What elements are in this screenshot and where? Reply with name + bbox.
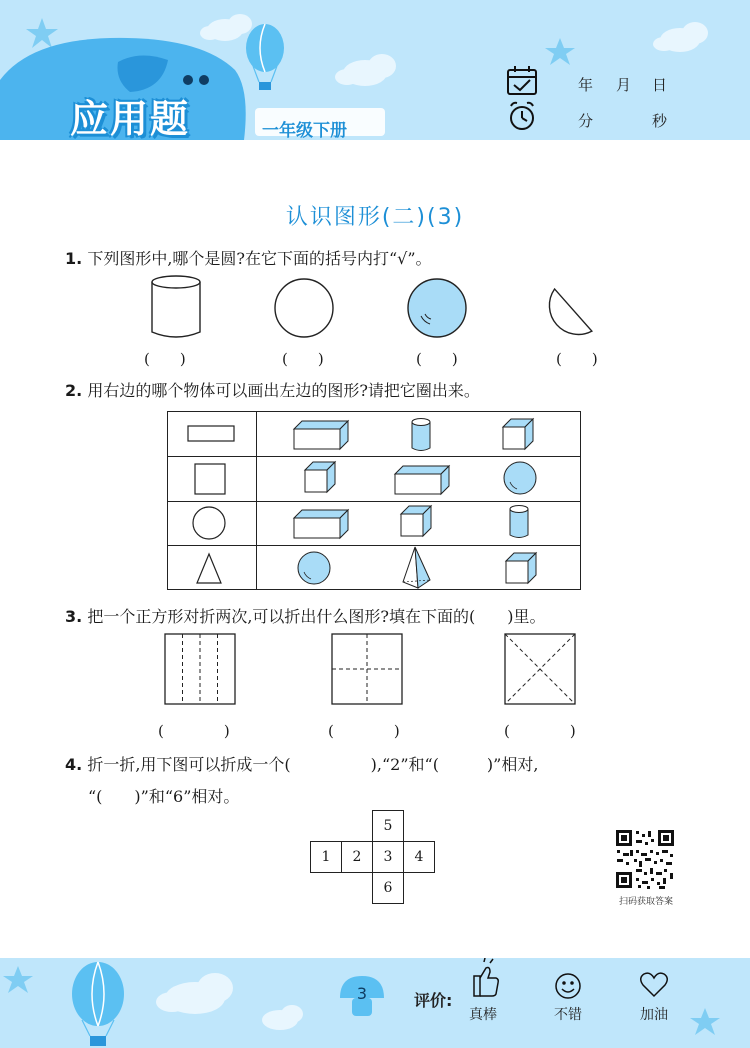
heart-icon[interactable]: [641, 973, 668, 996]
net-face: 1: [310, 841, 342, 873]
net-face: 4: [403, 841, 435, 873]
answer-blank-3[interactable]: ( ): [416, 350, 458, 368]
cylinder-object[interactable]: [412, 419, 430, 451]
page-number: 3: [356, 984, 368, 1003]
question-text: 用右边的哪个物体可以画出左边的图形?请把它圈出来。: [87, 381, 480, 400]
shape-matching-table: [167, 411, 581, 590]
cloud-icon: [335, 54, 396, 86]
day-label: 日: [652, 76, 668, 94]
rating-great[interactable]: 真棒: [469, 1007, 497, 1023]
table-shapes: [168, 412, 580, 589]
cube-object[interactable]: [506, 553, 536, 583]
question-text: 把一个正方形对折两次,可以折出什么图形?填在下面的( )里。: [87, 607, 546, 626]
app-title: 应用题: [70, 97, 191, 140]
rating-good[interactable]: 不错: [554, 1007, 582, 1023]
question-4: [65, 752, 538, 775]
cylinder-shape[interactable]: [152, 276, 200, 337]
qr-caption: 扫码获取答案: [618, 897, 673, 907]
qr-code[interactable]: [614, 828, 676, 890]
semicircle-shape[interactable]: [542, 282, 592, 344]
hot-air-balloon-icon: [72, 962, 124, 1046]
rating-label: 评价:: [414, 991, 453, 1010]
rectangle-shape: [188, 426, 234, 441]
cube-object[interactable]: [305, 462, 335, 492]
pyramid-object[interactable]: [403, 547, 430, 588]
fold-vertical-lines: [165, 634, 235, 704]
question-2: [65, 378, 480, 401]
answer-blank-3[interactable]: ( ): [504, 722, 576, 740]
question-number: 1.: [65, 249, 83, 268]
cloud-icon: [262, 1005, 303, 1030]
sphere-object[interactable]: [504, 462, 536, 494]
year-label: 年: [578, 76, 594, 94]
star-icon: [690, 1008, 720, 1035]
answer-blank-4[interactable]: ( ): [556, 350, 598, 368]
question-number: 2.: [65, 381, 83, 400]
fold-cross-lines: [332, 634, 402, 704]
question-number: 4.: [65, 755, 83, 774]
net-face-top: 5: [372, 810, 404, 842]
cube-object[interactable]: [401, 506, 431, 536]
star-icon: [3, 966, 33, 993]
thumbs-up-icon[interactable]: [474, 958, 498, 996]
question-text: 下列图形中,哪个是圆?在它下面的括号内打“√”。: [87, 249, 432, 268]
sphere-object[interactable]: [298, 552, 330, 584]
rating-keep-going[interactable]: 加油: [640, 1007, 668, 1023]
grade-label: 一年级下册: [262, 121, 347, 140]
page-footer: [0, 958, 750, 1048]
cloud-icon: [200, 14, 252, 41]
triangle-shape: [197, 554, 221, 583]
circle-shape: [193, 507, 225, 539]
second-label: 秒: [652, 112, 668, 130]
hot-air-balloon-icon: [246, 24, 284, 90]
cuboid-object[interactable]: [395, 466, 449, 494]
fold-diagonal-lines: [505, 634, 575, 704]
sphere-shape[interactable]: [408, 279, 466, 337]
cuboid-object[interactable]: [294, 510, 348, 538]
question-3: [65, 604, 545, 627]
cube-net: [310, 810, 440, 910]
answer-blank-1[interactable]: ( ): [144, 350, 186, 368]
cube-object[interactable]: [503, 419, 533, 449]
page-header: [0, 0, 750, 140]
minute-label: 分: [578, 112, 594, 130]
net-face: 2: [341, 841, 373, 873]
answer-blank-2[interactable]: ( ): [328, 722, 400, 740]
calendar-icon: [508, 66, 536, 94]
cuboid-object[interactable]: [294, 421, 348, 449]
question-1: [65, 246, 432, 269]
answer-blank-2[interactable]: ( ): [282, 350, 324, 368]
star-icon: [26, 18, 58, 48]
q3-folded-squares: [160, 632, 580, 708]
page-title: 认识图形(二)(3): [285, 205, 465, 230]
star-icon: [545, 38, 575, 65]
month-label: 月: [616, 76, 632, 94]
net-face-bottom: 6: [372, 872, 404, 904]
circle-shape[interactable]: [275, 279, 333, 337]
cloud-icon: [156, 973, 233, 1014]
smiley-icon[interactable]: [556, 974, 580, 998]
cylinder-object[interactable]: [510, 506, 528, 538]
square-shape: [195, 464, 225, 494]
q1-shapes: [140, 272, 620, 344]
footer-decoration: [0, 958, 750, 1048]
question-number: 3.: [65, 607, 83, 626]
question-text-line-1: 折一折,用下图可以折成一个( ),“2”和“( )”相对,: [87, 755, 539, 774]
cloud-icon: [653, 22, 708, 52]
question-text-line-2: “( )”和“6”相对。: [88, 787, 240, 806]
net-face: 3: [372, 841, 404, 873]
alarm-clock-icon: [511, 103, 533, 129]
answer-blank-1[interactable]: ( ): [158, 722, 230, 740]
